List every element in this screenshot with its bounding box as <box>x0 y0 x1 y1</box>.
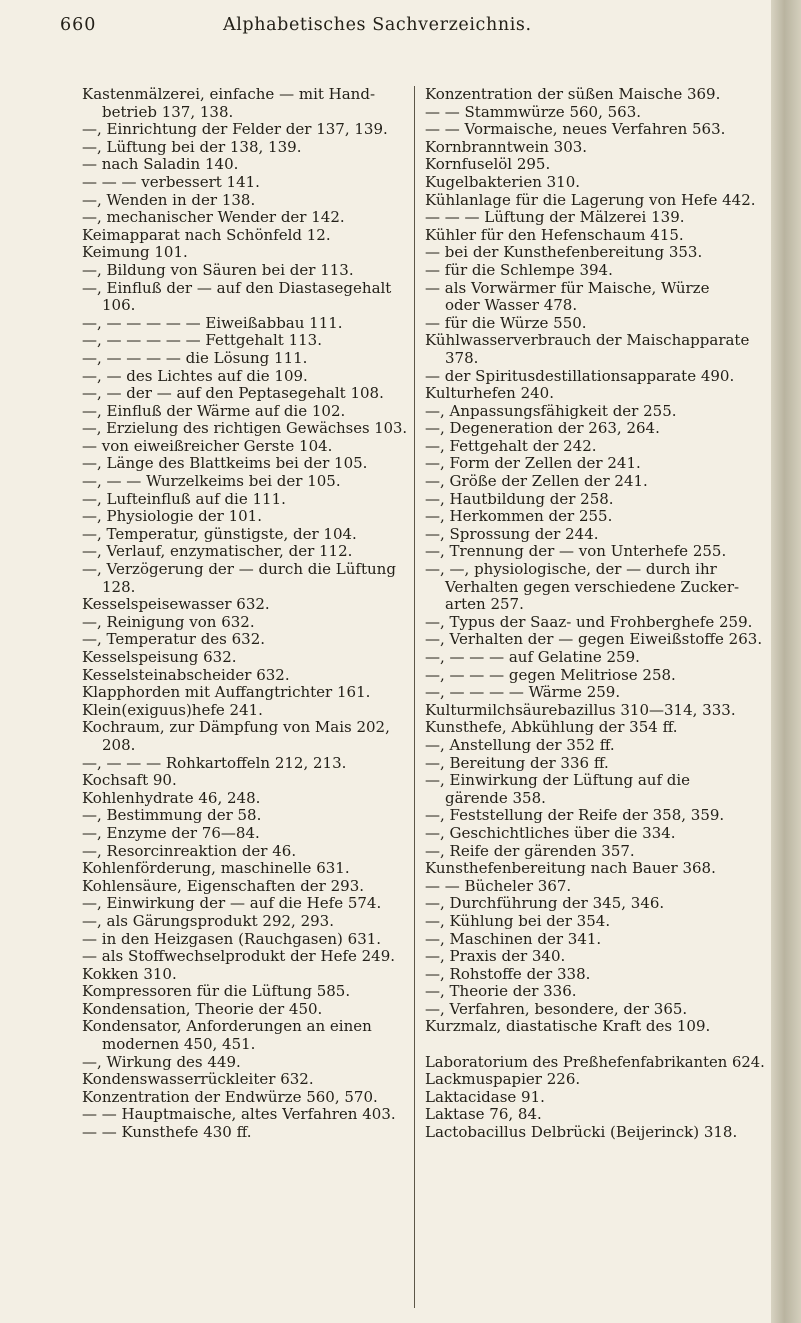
index-entry: —, Einwirkung der Lüftung auf die <box>425 771 691 790</box>
index-entry: —, Resorcinreaktion der 46. <box>82 841 297 860</box>
index-entry: — nach Saladin 140. <box>82 155 239 174</box>
index-entry: Keimung 101. <box>82 243 188 262</box>
index-entry: Kornfuselöl 295. <box>425 155 551 174</box>
running-title: Alphabetisches Sachverzeichnis. <box>223 15 532 35</box>
index-entry: Verhalten gegen verschiedene Zucker- <box>445 577 740 596</box>
index-entry: —, — — — auf Gelatine 259. <box>425 648 640 666</box>
index-entry: — von eiweißreicher Gerste 104. <box>82 436 333 455</box>
index-entry: —, Rohstoffe der 338. <box>425 964 591 983</box>
index-entry: Keimapparat nach Schönfeld 12. <box>82 225 331 244</box>
index-entry: — in den Heizgasen (Rauchgasen) 631. <box>82 929 382 948</box>
index-entry: Kompressoren für die Lüftung 585. <box>82 982 351 1001</box>
index-entry: Kokken 310. <box>82 964 177 983</box>
index-entry: Kühlanlage für die Lagerung von Hefe 442. <box>425 190 756 209</box>
index-entry: —, — — — gegen Melitriose 258. <box>425 665 676 684</box>
index-entry: —, Länge des Blattkeims bei der 105. <box>82 454 368 473</box>
index-entry: —, — — — Rohkartoffeln 212, 213. <box>82 753 347 772</box>
index-entry: Kugelbakterien 310. <box>425 172 581 191</box>
index-entry: —, Lufteinfluß auf die 111. <box>82 489 286 508</box>
index-entry: —, —, physiologische, der — durch ihr <box>425 560 717 579</box>
index-entry: —, Maschinen der 341. <box>425 929 602 948</box>
index-entry: betrieb 137, 138. <box>102 102 234 121</box>
index-entry: — — Kunsthefe 430 ff. <box>82 1123 252 1142</box>
column-divider <box>414 86 415 1308</box>
index-entry: Kastenmälzerei, einfache — mit Hand- <box>82 85 376 103</box>
index-entry: Kurzmalz, diastatische Kraft des 109. <box>425 1017 711 1036</box>
page-edge <box>771 0 801 1323</box>
index-entry: Kohlensäure, Eigenschaften der 293. <box>82 876 365 895</box>
index-entry: Kulturmilchsäurebazillus 310—314, 333. <box>425 700 736 719</box>
index-entry: Kondensation, Theorie der 450. <box>82 999 323 1018</box>
index-entry: Kunsthefe, Abkühlung der 354 ff. <box>425 718 678 737</box>
index-entry: —, Temperatur, günstigste, der 104. <box>82 524 357 543</box>
index-entry: 106. <box>102 296 136 315</box>
index-entry: —, Typus der Saaz- und Frohberghefe 259. <box>425 612 753 631</box>
index-entry: Kühlwasserverbrauch der Maischapparate <box>425 331 750 350</box>
index-entry: 128. <box>102 577 136 596</box>
index-entry: —, Praxis der 340. <box>425 947 566 966</box>
index-entry: —, Theorie der 336. <box>425 982 577 1001</box>
index-entry: Kochraum, zur Dämpfung von Mais 202, <box>82 718 390 737</box>
index-entry: arten 257. <box>445 595 524 614</box>
index-entry: —, Einfluß der Wärme auf die 102. <box>82 401 346 420</box>
index-entry: Kohlenförderung, maschinelle 631. <box>82 859 350 878</box>
index-entry: Konzentration der süßen Maische 369. <box>425 85 721 103</box>
index-entry: —, Wirkung des 449. <box>82 1052 241 1071</box>
index-entry: —, Einrichtung der Felder der 137, 139. <box>82 120 388 139</box>
index-entry: — als Vorwärmer für Maische, Würze <box>425 278 710 297</box>
index-entry: —, — — Wurzelkeims bei der 105. <box>82 472 341 491</box>
index-entry: gärende 358. <box>445 788 546 807</box>
index-entry: —, als Gärungsprodukt 292, 293. <box>82 911 334 930</box>
index-entry: —, Wenden in der 138. <box>82 190 256 209</box>
index-entry: —, Sprossung der 244. <box>425 524 599 543</box>
index-entry: Kohlenhydrate 46, 248. <box>82 788 261 807</box>
index-entry: Kondensator, Anforderungen an einen <box>82 1017 372 1036</box>
index-entry: —, Durchführung der 345, 346. <box>425 894 665 913</box>
index-entry: —, Physiologie der 101. <box>82 507 262 526</box>
index-entry: 378. <box>445 348 479 367</box>
index-entry: Konzentration der Endwürze 560, 570. <box>82 1087 378 1106</box>
index-entry: —, Reife der gärenden 357. <box>425 841 635 860</box>
index-entry: oder Wasser 478. <box>445 296 578 315</box>
index-entry: — bei der Kunsthefenbereitung 353. <box>425 243 703 262</box>
index-entry: Kochsaft 90. <box>82 771 177 790</box>
index-entry: Kunsthefenbereitung nach Bauer 368. <box>425 859 716 878</box>
index-entry: —, Bereitung der 336 ff. <box>425 753 609 772</box>
index-entry: —, Bildung von Säuren bei der 113. <box>82 260 354 279</box>
index-entry: — — Hauptmaische, altes Verfahren 403. <box>82 1105 396 1124</box>
index-entry: —, mechanischer Wender der 142. <box>82 208 345 227</box>
index-entry: —, — — — — — Eiweißabbau 111. <box>82 313 343 332</box>
index-entry: Laboratorium des Preßhefenfabrikanten 624. <box>425 1053 765 1071</box>
index-entry: 208. <box>102 735 136 754</box>
index-entry: Kesselspeisung 632. <box>82 648 237 666</box>
index-entry: —, Enzyme der 76—84. <box>82 823 260 842</box>
index-entry: —, — — — — — Fettgehalt 113. <box>82 331 322 350</box>
index-entry: — — Vormaische, neues Verfahren 563. <box>425 120 726 139</box>
index-entry: modernen 450, 451. <box>102 1035 256 1054</box>
index-entry: —, — — — — die Lösung 111. <box>82 348 308 367</box>
index-entry: Klein(exiguus)hefe 241. <box>82 700 263 719</box>
index-entry: Kühler für den Hefenschaum 415. <box>425 225 684 244</box>
index-entry: —, Erzielung des richtigen Gewächses 103. <box>82 420 408 438</box>
index-entry: —, Verfahren, besondere, der 365. <box>425 999 688 1018</box>
index-entry: —, Reinigung von 632. <box>82 612 255 631</box>
index-entry: —, Geschichtliches über die 334. <box>425 823 676 842</box>
index-entry: —, Verzögerung der — durch die Lüftung <box>82 560 396 579</box>
index-entry: Klapphorden mit Auffangtrichter 161. <box>82 683 371 702</box>
index-entry: —, Lüftung bei der 138, 139. <box>82 137 302 156</box>
index-entry: —, Herkommen der 255. <box>425 507 613 526</box>
index-entry: —, Hautbildung der 258. <box>425 489 614 508</box>
index-column-right <box>425 86 765 1142</box>
index-entry: —, Größe der Zellen der 241. <box>425 472 648 491</box>
index-entry: Laktase 76, 84. <box>425 1105 542 1124</box>
index-entry: Kondenswasserrückleiter 632. <box>82 1070 314 1089</box>
index-entry: Kornbranntwein 303. <box>425 137 588 156</box>
index-entry: —, Form der Zellen der 241. <box>425 454 641 473</box>
index-entry: —, Verlauf, enzymatischer, der 112. <box>82 542 353 561</box>
index-entry: Laktacidase 91. <box>425 1087 545 1106</box>
index-entry: —, Fettgehalt der 242. <box>425 436 597 455</box>
index-entry: — — — Lüftung der Mälzerei 139. <box>425 208 685 227</box>
index-entry: —, — des Lichtes auf die 109. <box>82 366 308 385</box>
index-entry: —, Bestimmung der 58. <box>82 806 262 825</box>
index-entry: Kesselsteinabscheider 632. <box>82 665 290 684</box>
index-entry: — als Stoffwechselprodukt der Hefe 249. <box>82 947 396 966</box>
index-entry: Lactobacillus Delbrücki (Beijerinck) 318. <box>425 1123 738 1142</box>
index-entry: Lackmuspapier 226. <box>425 1070 581 1089</box>
index-column-left <box>82 86 412 1142</box>
index-entry: — für die Würze 550. <box>425 313 587 332</box>
index-entry: — — Bücheler 367. <box>425 876 572 895</box>
index-entry: —, Einfluß der — auf den Diastasegehalt <box>82 278 392 297</box>
index-entry: — — Stammwürze 560, 563. <box>425 102 642 121</box>
page-header <box>60 15 780 45</box>
index-entry: —, Anpassungsfähigkeit der 255. <box>425 401 677 420</box>
index-entry: —, Degeneration der 263, 264. <box>425 419 660 438</box>
page-number: 660 <box>60 15 97 35</box>
index-entry: —, Verhalten der — gegen Eiweißstoffe 263. <box>425 630 763 649</box>
index-entry: — — — verbessert 141. <box>82 172 260 191</box>
index-entry: Kesselspeisewasser 632. <box>82 595 270 614</box>
index-entry: —, Trennung der — von Unterhefe 255. <box>425 542 727 561</box>
index-entry: — für die Schlempe 394. <box>425 260 613 279</box>
index-entry: — der Spiritusdestillationsapparate 490. <box>425 366 735 385</box>
index-entry: —, Temperatur des 632. <box>82 630 266 649</box>
index-entry: —, Kühlung bei der 354. <box>425 911 611 930</box>
index-entry: —, Anstellung der 352 ff. <box>425 735 615 754</box>
index-entry: —, — — — — Wärme 259. <box>425 683 621 702</box>
index-entry: —, Einwirkung der — auf die Hefe 574. <box>82 894 382 913</box>
index-entry: Kulturhefen 240. <box>425 384 554 403</box>
index-entry: —, Feststellung der Reife der 358, 359. <box>425 806 725 825</box>
index-entry: —, — der — auf den Peptasegehalt 108. <box>82 384 384 403</box>
